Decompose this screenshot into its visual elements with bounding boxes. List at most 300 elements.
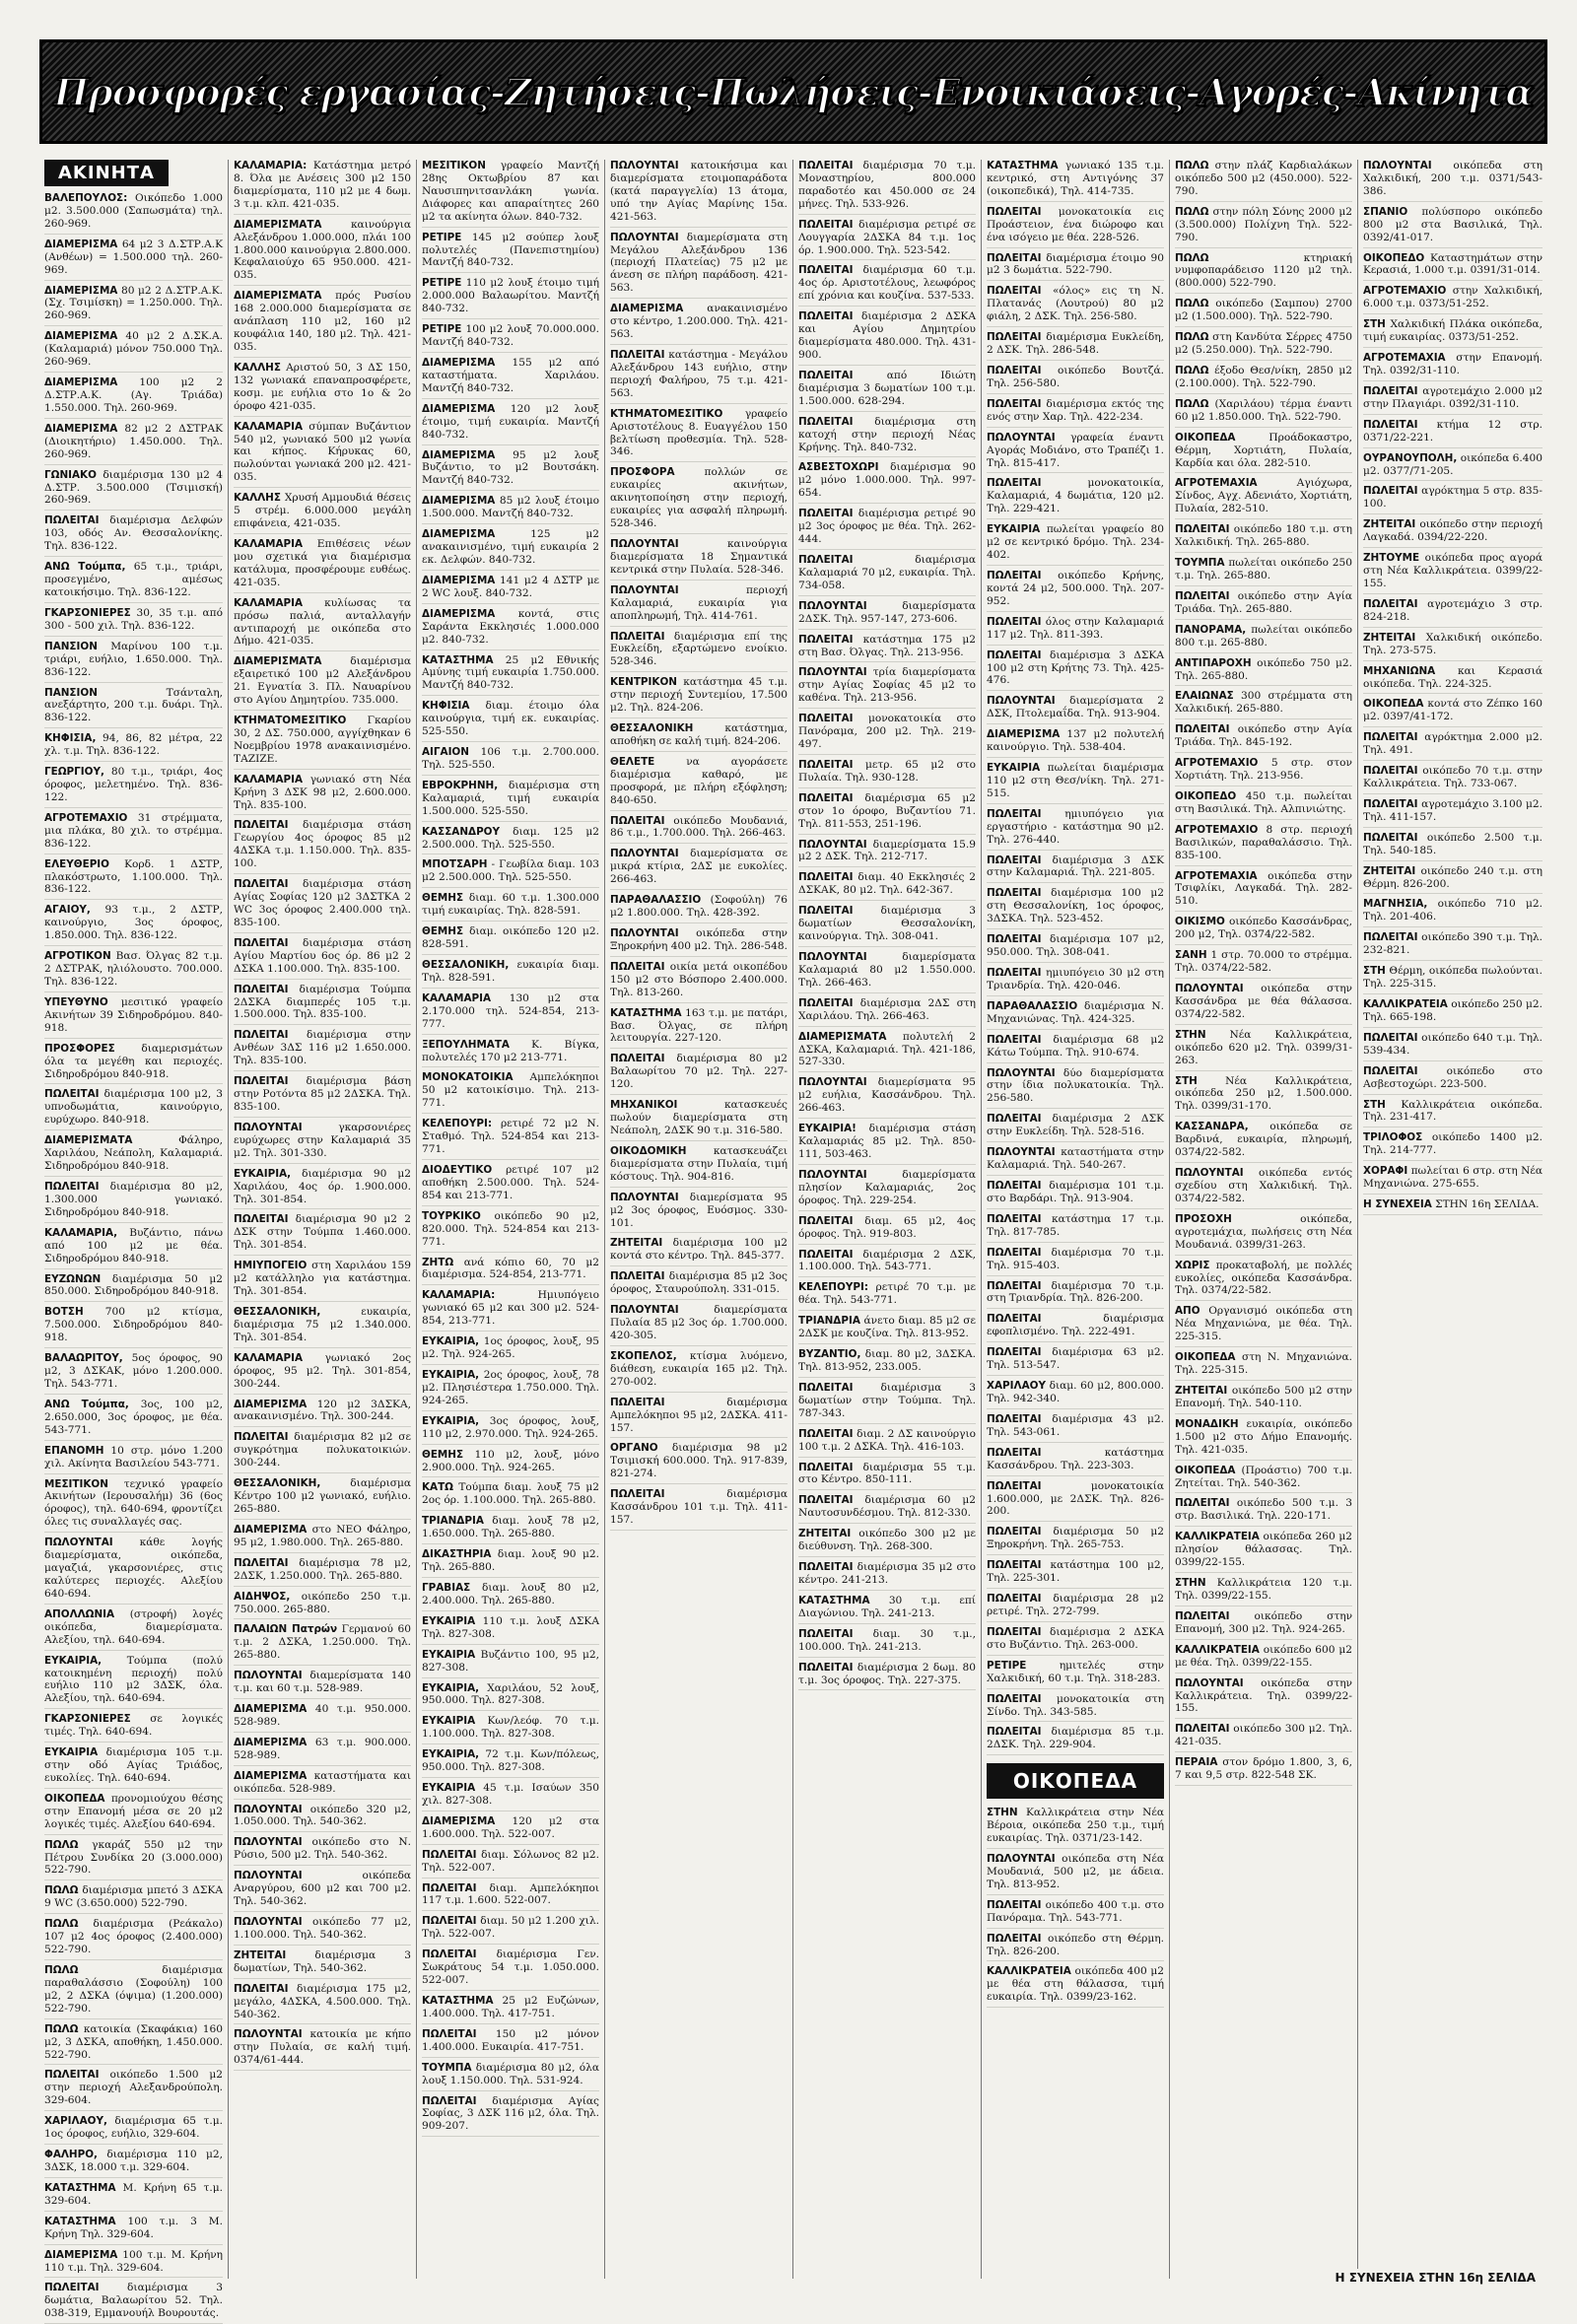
classified-ad xyxy=(422,700,599,742)
ad-lead: ΡΕΤΙΡΕ xyxy=(422,323,462,336)
ad-lead: ΠΩΛΕΙΤΑΙ xyxy=(234,1431,289,1444)
ad-lead: ΣΤΗ xyxy=(1363,1098,1386,1111)
ad-lead: ΔΙΑΜΕΡΙΣΜΑ xyxy=(234,1703,308,1716)
classified-ad xyxy=(422,892,599,922)
ad-text: διαμέρισμα στην Ανθέων 3ΔΣ 116 μ2 1.650.000. Τηλ. 835-100. xyxy=(234,1029,411,1067)
classified-ad xyxy=(234,1557,411,1587)
ad-lead: ΔΙΑΜΕΡΙΣΜΑ xyxy=(610,303,684,315)
classified-ad xyxy=(44,996,223,1039)
classified-ad xyxy=(610,1007,788,1050)
ad-text: Χαλκιδική Πλάκα οικόπεδα, τιμή ευκαιρίας. 0373/51-252. xyxy=(1363,318,1543,344)
ad-lead: ΠΩΛΕΙΤΑΙ xyxy=(1363,384,1418,397)
classified-ad xyxy=(1175,1465,1352,1494)
ad-lead: ΔΙΑΜΕΡΙΣΜΑΤΑ xyxy=(234,290,322,303)
ad-text: διαμ. 2 ΔΣ καινούργιο 100 τ.μ. 2 ΔΣΚΑ. Τηλ. 416-103. xyxy=(798,1427,976,1453)
classified-ad xyxy=(798,508,976,550)
ad-text: διαμέρισμα 3 δωματίων, Τηλ. 540-362. xyxy=(234,1948,411,1974)
classified-ad xyxy=(610,160,788,228)
classified-ad xyxy=(1175,1418,1352,1461)
ad-lead: ΠΩΛΕΙΤΑΙ xyxy=(798,218,854,231)
ad-text: ευκαιρία, διαμέρισμα 75 μ2 1.340.000. Τηλ. 301-854. xyxy=(234,1305,411,1343)
ad-text: δύο διαμερίσματα στην ίδια πολυκατοικία. Τηλ. 256-580. xyxy=(987,1066,1164,1105)
ad-text: οικόπεδο 500 τ.μ. 3 στρ. Βασιλικά. Τηλ. 220-171. xyxy=(1175,1497,1352,1523)
ad-lead: ΚΑΛΛΙΚΡΑΤΕΙΑ xyxy=(1175,1531,1260,1543)
ad-text: κοντά, στις Σαράντα Εκκλησιές 1.000.000 μ2. 840-732. xyxy=(422,607,600,646)
ad-text: διαμέρισμα 2 ΔΣΚ, 1.100.000. Τηλ. 543-771. xyxy=(798,1248,977,1273)
ad-lead: ΠΩΛΕΙΤΑΙ xyxy=(610,1396,665,1408)
ad-text: οικόπεδο 710 μ2. Τηλ. 201-406. xyxy=(1363,898,1543,923)
classified-ad xyxy=(987,1693,1164,1723)
ad-text: κτήμα 12 στρ. 0371/22-221. xyxy=(1363,418,1543,444)
classified-ad xyxy=(422,1948,599,1991)
classified-ad xyxy=(1363,832,1543,861)
classified-ad xyxy=(234,1703,411,1733)
classified-ad xyxy=(610,961,788,1003)
ad-text: οικόπεδο 640 τ.μ. Τηλ. 539-434. xyxy=(1363,1031,1543,1057)
ad-lead: ΔΙΑΜΕΡΙΣΜΑ xyxy=(234,1769,308,1782)
classified-ad xyxy=(987,887,1164,929)
ad-text: διαμέρισμα Ν. Μηχανιώνας. Τηλ. 424-325. xyxy=(987,999,1164,1025)
classified-ad xyxy=(1175,949,1352,979)
ad-text: σύμπαν Βυζάντιον 540 μ2, γωνιακό 500 μ2 γωνία και κήπος. Κήρυκας 60, πωλούνται γωνιακά 200 μ2. 421-035. xyxy=(234,420,411,484)
ad-lead: ΖΗΤΕΙΤΑΙ xyxy=(610,1237,663,1250)
classified-ad xyxy=(422,2095,599,2138)
classified-ad xyxy=(610,303,788,345)
ad-lead: ΕΥΚΑΙΡΙΑ xyxy=(422,1782,476,1795)
ad-lead: ΠΩΛΟΥΝΤΑΙ xyxy=(610,927,679,940)
ad-text: οικόπεδο 300 μ2 με διεύθυνση. Τηλ. 268-300. xyxy=(798,1528,977,1553)
ad-text: κατάστημα - Μεγάλου Αλεξάνδρου 143 ευήλιο, στην περιοχή Φαλήρου, 75 τ.μ. 421-563. xyxy=(610,348,788,399)
ad-text: 110 μ2, λουξ, μόνο 2.900.000. Τηλ. 924-265. xyxy=(422,1448,599,1473)
ad-lead: ΓΡΑΒΙΑΣ xyxy=(422,1581,471,1594)
ad-lead: ΘΕΜΗΣ xyxy=(422,925,464,938)
ad-text: έξοδο Θεσ/νίκη, 2850 μ2 (2.100.000). Τηλ. 522-790. xyxy=(1175,364,1352,389)
ad-lead: ΣΤΗΝ xyxy=(1175,1577,1206,1590)
ad-lead: ΤΡΙΑΝΔΡΙΑ xyxy=(798,1315,860,1328)
ad-lead: ΠΩΛΕΙΤΑΙ xyxy=(1363,831,1418,844)
ad-lead: ΠΩΛΕΙΤΑΙ xyxy=(234,878,289,891)
ad-text: διαμέρισμα 130 μ2 4 Δ.ΣΤΡ. 3.500.000 (Τσιμισκή) 260-969. xyxy=(44,468,223,507)
ad-text: διαμέρισμα Ευκλείδη, 2 ΔΣΚ. Τηλ. 286-548. xyxy=(987,331,1165,357)
classified-ad xyxy=(610,894,788,923)
classified-ad xyxy=(987,1346,1164,1376)
classified-ad xyxy=(610,631,788,673)
ad-lead: ΕΥΚΑΙΡΙΑ, xyxy=(422,1368,480,1381)
ad-lead: ΑΙΔΗΨΟΣ, xyxy=(234,1590,291,1603)
classified-ad xyxy=(1175,477,1352,519)
classified-ad xyxy=(798,1561,976,1591)
ad-text: διαμ. 60 μ2, 800.000. Τηλ. 942-340. xyxy=(987,1380,1164,1404)
ad-text: 8 στρ. περιοχή Βασιλικών, παραθαλάσσιο. Τηλ. 835-100. xyxy=(1175,823,1353,861)
ad-lead: ΠΩΛΕΙΤΑΙ xyxy=(987,1479,1042,1492)
ad-lead: ΠΑΝΟΡΑΜΑ, xyxy=(1175,623,1247,636)
ad-lead: ΑΠΟΛΛΩΝΙΑ xyxy=(44,1607,115,1620)
ad-text: διαμερίσματα 2 ΔΣΚ, Πτολεμαΐδα. Τηλ. 913-904. xyxy=(987,695,1164,720)
ad-text: οικόπεδο 240 τ.μ. στη Θέρμη. 826-200. xyxy=(1363,864,1543,890)
classified-ad xyxy=(798,554,976,596)
ad-lead: ΕΥΚΑΙΡΙΑ xyxy=(422,1648,476,1661)
ad-lead: ΠΩΛΕΙΤΑΙ xyxy=(1363,765,1418,778)
classified-ad xyxy=(610,1053,788,1095)
classified-ad xyxy=(422,992,599,1035)
ad-text: ημιτελές στην Χαλκιδική, 60 τ.μ. Τηλ. 318-283. xyxy=(987,1659,1164,1684)
ad-text: διαμέρισμα εφοπλισμένο. Τηλ. 222-491. xyxy=(987,1313,1164,1338)
classified-ad xyxy=(44,2023,223,2066)
classified-ad xyxy=(422,1649,599,1678)
ad-text: κατάστημα 17 τ.μ. Τηλ. 817-785. xyxy=(987,1212,1164,1238)
banner-title: Προσφορές εργασίας-Ζητήσεις-Πωλήσεις-Ενοικιάσεις-Αγορές-Ακίνητα xyxy=(53,69,1534,114)
classified-ad xyxy=(422,746,599,776)
ad-lead: ΘΕΣΣΑΛΟΝΙΚΗ, xyxy=(422,959,510,972)
classified-ad xyxy=(234,1983,411,2025)
ad-text: οικόπεδο (Σαμπου) 2700 μ2 (1.500.000). Τηλ. 522-790. xyxy=(1175,298,1352,323)
ad-lead: ΠΩΛΕΙΤΑΙ xyxy=(987,615,1042,628)
ad-lead: ΑΓΡΟΤΕΜΑΧΙΟ xyxy=(1175,823,1259,836)
classified-ad xyxy=(987,1067,1164,1110)
ad-lead: ΠΩΛΕΙΤΑΙ xyxy=(1363,418,1418,431)
classified-ad xyxy=(422,1548,599,1578)
classified-ad xyxy=(987,331,1164,361)
classified-ad xyxy=(610,722,788,752)
ad-lead: ΜΕΣΙΤΙΚΟΝ xyxy=(422,160,486,171)
classified-ad xyxy=(234,1524,411,1553)
ad-text: Μ. Κρήνη 65 τ.μ. 329-604. xyxy=(44,2181,223,2207)
classified-ad xyxy=(610,349,788,404)
ad-text: διαμέρισμα Αμπελόκηποι 95 μ2, 2ΔΣΚΑ. 411-157. xyxy=(610,1396,788,1434)
ad-text: γκαράζ 550 μ2 την Πέτρου Συνδίκα 20 (3.000.000) 522-790. xyxy=(44,1838,223,1877)
ad-text: 5ος όροφος, 90 μ2, 3 ΔΣΚΑΚ, μόνο 1.200.000. Τηλ. 543-771. xyxy=(44,1352,223,1390)
classified-ad xyxy=(44,1181,223,1223)
classified-ad xyxy=(1175,1677,1352,1720)
ad-lead: ΠΩΛΕΙΤΑΙ xyxy=(987,1526,1042,1538)
classified-ad xyxy=(44,904,223,946)
ad-text: 100 τ.μ. Μ. Κρήνη 110 τ.μ. Τηλ. 329-604. xyxy=(44,2248,224,2274)
ad-lead: ΟΙΚΟΠΕΔΟ xyxy=(1175,789,1237,802)
ad-lead: ΠΩΛΟΥΝΤΑΙ xyxy=(610,231,679,243)
ad-lead: ΓΚΑΡΣΟΝΙΕΡΕΣ xyxy=(44,606,131,619)
ad-text: Κορδ. 1 ΔΣΤΡ, πλακόστρωτο, 1.100.000. Τηλ. 836-122. xyxy=(44,857,223,896)
ad-lead: ΒΑΛΑΩΡΙΤΟΥ, xyxy=(44,1352,123,1365)
ad-text: 163 τ.μ. με πατάρι, Βασ. Όλγας, σε πλήρη λειτουργία. 227-120. xyxy=(610,1006,788,1045)
classified-ad xyxy=(610,466,788,534)
classified-ad xyxy=(1175,331,1352,361)
ad-lead: ΑΝΤΙΠΑΡΟΧΗ xyxy=(1175,656,1252,669)
ad-text: οικόπεδο 600 μ2 με θέα. Τηλ. 0399/22-155. xyxy=(1175,1643,1352,1669)
ad-text: να αγοράσετε διαμέρισμα καθαρό, με προσφορά, με πλήρη εξόφληση; 840-650. xyxy=(610,755,788,806)
ad-text: οικόπεδο Βουτζά. Τηλ. 256-580. xyxy=(987,364,1164,389)
ad-text: μονοκατοικία στο Πανόραμα, 200 μ2. Τηλ. 219-497. xyxy=(798,713,977,751)
ad-lead: ΚΗΦΙΣΙΑ xyxy=(422,700,470,713)
ad-lead: ΠΩΛΕΙΤΑΙ xyxy=(987,933,1042,946)
ad-lead: ΘΕΜΗΣ xyxy=(422,1448,464,1461)
ad-lead: ΠΩΛΩ xyxy=(44,1884,79,1897)
classified-ad xyxy=(798,839,976,868)
ad-lead: ΠΩΛΕΙΤΑΙ xyxy=(987,1446,1042,1459)
ad-text: οικόπεδο στην περιοχή Λαγκαδά. 0394/22-220. xyxy=(1363,518,1543,544)
ad-text: (Χαριλάου) τέρμα έναντι 60 μ2 1.850.000. Τηλ. 522-790. xyxy=(1175,397,1352,423)
ad-text: περιοχή Καλαμαριά, ευκαιρία για αποπληρωμή, Τηλ. 414-761. xyxy=(610,583,788,622)
ad-text: διαμ. οικόπεδο 120 μ2. 828-591. xyxy=(422,925,599,951)
classified-ad xyxy=(234,937,411,980)
ad-lead: ΠΩΛΕΙΤΑΙ xyxy=(798,791,854,804)
section-header-akinita: ΑΚΙΝΗΤΑ xyxy=(44,160,169,186)
ad-lead: ΠΩΛΕΙΤΑΙ xyxy=(987,649,1042,661)
ad-lead: ΚΑΛΑΜΑΡΙΑ xyxy=(234,773,304,786)
classified-ad xyxy=(234,774,411,816)
ad-lead: ΚΑΤΑΣΤΗΜΑ xyxy=(610,1006,682,1019)
ad-lead: ΒΟΤΣΗ xyxy=(44,1306,84,1319)
ad-lead: ΓΩΝΙΑΚΟ xyxy=(44,468,97,481)
ad-lead: ΣΑΝΗ xyxy=(1175,949,1207,962)
ad-text: 10 στρ. μόνο 1.200 χιλ. Ακίνητα Βασιλείου 543-771. xyxy=(44,1444,223,1470)
ad-lead: ΠΩΛΟΥΝΤΑΙ xyxy=(798,838,867,851)
classified-ad xyxy=(44,330,223,373)
ad-text: διαμέρισμα 65 μ2 στον 1ο όροφο, Βυζαντίου 71. Τηλ. 811-553, 251-196. xyxy=(798,791,976,830)
classified-ad xyxy=(422,654,599,697)
classified-ad xyxy=(1363,898,1543,927)
ad-text: στην Χαλκιδική, 6.000 τ.μ. 0373/51-252. xyxy=(1363,285,1543,310)
classified-ad xyxy=(987,1000,1164,1030)
ad-text: διαμέρισμα στη Καλαμαριά, τιμή ευκαιρία 1.500.000. 525-550. xyxy=(422,779,599,817)
ad-text: Βυζάντιο, πάνω από 100 μ2 με θέα. Σιδηροδρόμου 840-918. xyxy=(44,1226,224,1265)
ad-lead: ΠΩΛΕΙΤΑΙ xyxy=(422,2027,477,2040)
classified-ad xyxy=(1175,1756,1352,1786)
classified-ad xyxy=(1363,931,1543,961)
ad-text: ΣΤΗΝ 16η ΣΕΛΙΔΑ. xyxy=(1435,1198,1540,1211)
ad-text: Χρυσή Αμμουδιά θέσεις 5 στρέμ. 6.000.000 μεγάλη επιφάνεια, 421-035. xyxy=(234,492,411,530)
ad-text: οικόπεδο 90 μ2, 820.000. Τηλ. 524-854 και 213-771. xyxy=(422,1209,599,1248)
classified-ad xyxy=(44,1478,223,1534)
ad-lead: ΣΚΟΠΕΛΟΣ, xyxy=(610,1349,677,1362)
ad-text: μονοκατοικία στη Σίνδο. Τηλ. 343-585. xyxy=(987,1692,1165,1718)
ad-text: οικόπεδο 390 τ.μ. Τηλ. 232-821. xyxy=(1363,931,1543,957)
classified-ad xyxy=(610,676,788,718)
classified-ad xyxy=(987,1899,1164,1929)
ad-lead: ΠΩΛΕΙΤΑΙ xyxy=(234,936,289,949)
classified-ad xyxy=(422,1071,599,1114)
classified-ad xyxy=(1175,983,1352,1025)
classified-ad xyxy=(234,819,411,874)
ad-text: οικόπεδο 1.500 μ2 στην περιοχή Αλεξανδρούπολη. 329-604. xyxy=(44,2069,223,2107)
ad-text: διαμ. 40 Εκκλησιές 2 ΔΣΚΑΚ, 80 μ2. Τηλ. 642-367. xyxy=(798,871,976,897)
classified-ad xyxy=(44,1655,223,1710)
classified-ad xyxy=(422,858,599,888)
ad-text: οικόπεδα σε Βαρδινά, ευκαιρία, πληρωμή, 0374/22-582. xyxy=(1175,1121,1352,1159)
classified-ad xyxy=(798,1382,976,1424)
classified-ad xyxy=(44,1884,223,1914)
ad-text: οικόπεδο 320 μ2, 1.050.000. Τηλ. 540-362. xyxy=(234,1803,411,1828)
ad-text: οικόπεδο 180 τ.μ. στη Χαλκιδική. Τηλ. 265-880. xyxy=(1175,523,1352,549)
ad-text: διαμέρισμα 50 μ2 850.000. Σιδηροδρόμου 840-918. xyxy=(44,1272,223,1298)
classified-ad xyxy=(422,1289,599,1332)
ad-lead: ΚΑΛΑΜΑΡΙΑ: xyxy=(422,1289,496,1302)
ad-lead: ΠΩΛΟΥΝΤΑΙ xyxy=(610,160,679,171)
classified-ad xyxy=(1175,870,1352,913)
ad-text: άνετο διαμ. 85 μ2 σε 2ΔΣΚ με κουζίνα. Τηλ. 813-952. xyxy=(798,1315,976,1340)
ad-text: κατοικία (Σκαφάκια) 160 μ2, 3 ΔΣΚΑ, αποθήκη, 1.450.000. 522-790. xyxy=(44,2022,223,2061)
classified-ad xyxy=(987,1313,1164,1342)
classified-ad xyxy=(1363,965,1543,994)
classified-ad xyxy=(1175,757,1352,786)
column-1 xyxy=(39,160,228,2320)
classified-ad xyxy=(44,2216,223,2245)
ad-text: κυλίωσας τα πρόσω παλιά, ανταλλαγήν αντιπαροχή με οικόπεδα στο Δήμο. 421-035. xyxy=(234,596,411,648)
classified-ad xyxy=(798,416,976,458)
ad-text: στο ΝΕΟ Φάληρο, 95 μ2, 1.980.000. Τηλ. 265-880. xyxy=(234,1523,411,1548)
ad-lead: ΣΤΗ xyxy=(1363,965,1386,978)
ad-text: διαμέρισμα Καλαμαριά 70 μ2, ευκαιρία. Τηλ. 734-058. xyxy=(798,553,976,591)
ad-lead: ΑΠΟ xyxy=(1175,1305,1200,1318)
classified-ad xyxy=(44,2069,223,2111)
classified-ad xyxy=(610,1237,788,1266)
ad-lead: ΠΩΛΕΙΤΑΙ xyxy=(44,1181,100,1193)
ad-text: οικόπεδο 77 μ2, 1.100.000. Τηλ. 540-362. xyxy=(234,1916,411,1941)
classified-ad xyxy=(44,1306,223,1348)
ad-text: διαμέρισμα 90 μ2 Χαριλάου, 4ος όρ. 1.900.000. Τηλ. 301-854. xyxy=(234,1167,411,1205)
ad-text: 31 στρέμματα, μια πλάκα, 80 χιλ. το στρέμμα. 836-122. xyxy=(44,811,224,850)
classified-ad xyxy=(1175,1644,1352,1674)
ad-lead: ΜΗΧΑΝΙΩΝΑ xyxy=(1363,664,1436,677)
ad-lead: ΕΥΚΑΙΡΙΑ xyxy=(987,762,1041,775)
ad-lead: ΕΠΑΝΟΜΗ xyxy=(44,1444,104,1457)
ad-text: διαμερίσματα Πυλαία 85 μ2 3ος όρ. 1.700.000. 420-305. xyxy=(610,1304,788,1341)
ad-lead: ΔΙΑΜΕΡΙΣΜΑ xyxy=(234,1523,308,1536)
classified-ad xyxy=(798,792,976,835)
ad-lead: ΠΩΛΕΙΤΑΙ xyxy=(987,1898,1042,1911)
classified-ad xyxy=(987,1180,1164,1209)
ad-text: διαμέρισμα 100 μ2 κοντά στο κέντρο. Τηλ. 845-377. xyxy=(610,1237,788,1263)
ad-text: κατάστημα 100 μ2, Τηλ. 225-301. xyxy=(987,1559,1164,1585)
ad-lead: ΟΙΚΟΠΕΔΟ xyxy=(1363,251,1425,264)
ad-lead: ΠΩΛΕΙΤΑΙ xyxy=(987,397,1042,410)
classified-ad xyxy=(1363,552,1543,594)
classified-ad xyxy=(234,1122,411,1164)
ad-lead: ΠΩΛΩ xyxy=(44,1918,79,1931)
ad-text: οικόπεδα στην Τσιφλίκι, Λαγκαδά. Τηλ. 282-510. xyxy=(1175,869,1352,908)
classified-ad xyxy=(422,2028,599,2058)
ad-lead: ΜΗΧΑΝΙΚΟΙ xyxy=(610,1099,678,1112)
classified-ad xyxy=(422,826,599,855)
ad-text: πολυτελή 2 ΔΣΚΑ, Καλαμαριά. Τηλ. 421-186, 527-330. xyxy=(798,1030,976,1068)
ad-text: διαμέρισμα Κασσάνδρου 101 τ.μ. Τηλ. 411-157. xyxy=(610,1488,788,1527)
ad-text: πολύσπορο οικόπεδο 800 μ2 στα Βασιλικά, Τηλ. 0392/41-017. xyxy=(1363,205,1543,243)
ad-text: 80 μ2 2 Δ.ΣΤΡ.Α.Κ. (Σχ. Τσιμίσκη) = 1.250.000. Τηλ. 260-969. xyxy=(44,284,223,322)
ad-lead: ΕΥΚΑΙΡΙΑ, xyxy=(422,1748,480,1761)
classified-ad xyxy=(234,1870,411,1912)
ad-lead: ΜΠΟΤΣΑΡΗ xyxy=(422,858,488,871)
classified-ad xyxy=(44,607,223,637)
ad-lead: ΤΟΥΜΠΑ xyxy=(1175,557,1225,570)
ad-text: διαμέρισμα έτοιμο 90 μ2 3 δωμάτια. 522-790. xyxy=(987,251,1164,277)
ad-text: Θέρμη, οικόπεδα πωλούνται. Τηλ. 225-315. xyxy=(1363,965,1543,991)
ad-lead: ΔΙΑΜΕΡΙΣΜΑ xyxy=(422,574,496,586)
ad-lead: ΔΙΑΜΕΡΙΣΜΑ xyxy=(987,728,1061,741)
classified-ad xyxy=(1363,1198,1543,1215)
ad-lead: ΑΓΑΙΟΥ, xyxy=(44,904,91,917)
ad-lead: ΖΗΤΕΙΤΑΙ xyxy=(234,1948,287,1961)
classified-ad xyxy=(610,756,788,811)
ad-lead: ΧΑΡΙΛΑΟΥ, xyxy=(44,2115,107,2128)
ad-lead: ΠΩΛΕΙΤΑΙ xyxy=(234,1556,289,1569)
ad-lead: ΜΕΣΙΤΙΚΟΝ xyxy=(44,1477,108,1490)
classified-ad xyxy=(1363,285,1543,314)
ad-text: ημιυπόγειο για εργαστήριο - κατάστημα 90 μ2. Τηλ. 276-440. xyxy=(987,807,1164,846)
ad-lead: ΡΕΤΙΡΕ xyxy=(422,231,462,243)
ad-text: διαμέρισμα στάση Καλαμαριάς 85 μ2. Τηλ. 850-111, 503-463. xyxy=(798,1123,976,1160)
classified-ad xyxy=(1175,432,1352,474)
classified-ad xyxy=(234,1029,411,1071)
ad-lead: ΣΤΗΝ xyxy=(1175,1028,1206,1041)
ad-lead: ΠΩΛΕΙΤΑΙ xyxy=(1175,1723,1230,1736)
classified-ad xyxy=(234,362,411,417)
ad-text: οικόπεδο στην Επανομή, 300 μ2. Τηλ. 924-265. xyxy=(1175,1609,1353,1635)
classified-ad xyxy=(422,495,599,524)
ad-text: Καταστημάτων στην Κερασιά, 1.000 τ.μ. 0391/31-014. xyxy=(1363,251,1543,277)
classified-ad xyxy=(798,905,976,947)
ad-text: «όλος» εις τη Ν. Πλατανάς (Λουτρού) 80 μ2 φιάλη, 2 ΔΣΚ. Τηλ. 256-580. xyxy=(987,285,1164,323)
ad-lead: ΠΩΛΕΙΤΑΙ xyxy=(798,310,854,323)
ad-text: πολλών σε ευκαιρίες ακινήτων, ακινητοποίηση στην περιοχή, ευκαιρίες για ασφαλή πληρωμή. 528-346. xyxy=(610,466,788,530)
ad-text: 82 μ2 2 ΔΣΤΡΑΚ (Διοικητήριο) 1.450.000. Τηλ. 260-969. xyxy=(44,422,223,460)
ad-lead: ΠΩΛΩ xyxy=(1175,364,1209,376)
ad-text: Τούμπα διαμ. λουξ 75 μ2 2ος όρ. 1.100.000. Τηλ. 265-880. xyxy=(422,1481,599,1507)
classified-ad xyxy=(1363,998,1543,1028)
ad-lead: ΠΩΛΕΙΤΑΙ xyxy=(798,1561,854,1574)
classified-ad xyxy=(422,232,599,274)
classified-ad xyxy=(422,403,599,445)
ad-text: 700 μ2 κτίσμα, 7.500.000. Σιδηροδρόμου 840-918. xyxy=(44,1306,223,1344)
classified-ad xyxy=(1363,632,1543,661)
ad-lead: ΠΩΛΕΙΤΑΙ xyxy=(610,1053,665,1065)
ad-lead: ΠΩΛΩ xyxy=(1175,331,1209,344)
ad-lead: ΠΩΛΕΙΤΑΙ xyxy=(987,1246,1042,1259)
classified-ad xyxy=(610,1350,788,1393)
ad-lead: ΚΕΝΤΡΙΚΟΝ xyxy=(610,676,677,689)
classified-ad xyxy=(1363,252,1543,282)
ad-text: οικόπεδο στη Θέρμη. Τηλ. 826-200. xyxy=(987,1932,1164,1957)
ad-text: αγροτεμάχιο 2.000 μ2 στην Πλαγιάρι. 0392/31-110. xyxy=(1363,384,1543,410)
ad-lead: ΖΗΤΕΙΤΑΙ xyxy=(1363,864,1416,877)
ad-text: Κ. Βίγκα, πολυτελές 170 μ2 213-771. xyxy=(422,1038,599,1063)
classified-ad xyxy=(234,1623,411,1666)
continuation-note: Η ΣΥΝΕΧΕΙΑ ΣΤΗΝ 16η ΣΕΛΙΔΑ xyxy=(1331,2269,1540,2287)
classified-ad xyxy=(422,1257,599,1286)
classified-ad xyxy=(798,666,976,709)
ad-lead: ΠΩΛΕΙΤΑΙ xyxy=(987,331,1042,344)
ad-lead: ΠΩΛΕΙΤΑΙ xyxy=(798,871,854,884)
ad-lead: ΠΩΛΟΥΝΤΑΙ xyxy=(1175,1167,1244,1180)
ad-text: - Γεωβίλα διαμ. 103 μ2 2.500.000. Τηλ. 525-550. xyxy=(422,858,599,884)
ad-text: οικόπεδο στο Ν. Ρύσιο, 500 μ2. Τηλ. 540-362. xyxy=(234,1836,411,1862)
ad-lead: ΟΙΚΟΠΕΔΑ xyxy=(1175,1464,1236,1476)
classified-ad xyxy=(1175,1121,1352,1163)
classified-ad xyxy=(44,285,223,327)
classified-ad xyxy=(798,871,976,901)
classified-ad xyxy=(422,575,599,604)
ad-text: μονοκατοικία, Καλαμαριά, 4 δωμάτια, 120 μ2. Τηλ. 229-421. xyxy=(987,477,1164,515)
classified-ad xyxy=(798,951,976,993)
classified-ad xyxy=(44,641,223,683)
ad-text: διαμέρισμα ρετιρέ 90 μ2 3ος όροφος με θέα. Τηλ. 262-444. xyxy=(798,508,976,546)
classified-ad xyxy=(987,1626,1164,1656)
ad-lead: ΠΩΛΟΥΝΤΑΙ xyxy=(798,599,867,612)
ad-text: 40 τ.μ. 950.000. 528-989. xyxy=(234,1703,411,1728)
ad-lead: ΣΤΗ xyxy=(1363,318,1386,331)
classified-ad xyxy=(422,608,599,650)
classified-ad xyxy=(798,1281,976,1311)
ad-text: οικόπεδα 260 μ2 πλησίον θάλασσας. Τηλ. 0399/22-155. xyxy=(1175,1531,1352,1569)
ad-text: διαμέρισμα βάση στην Ροτόντα 85 μ2 2ΔΣΚΑ. Τηλ. 835-100. xyxy=(234,1075,411,1113)
